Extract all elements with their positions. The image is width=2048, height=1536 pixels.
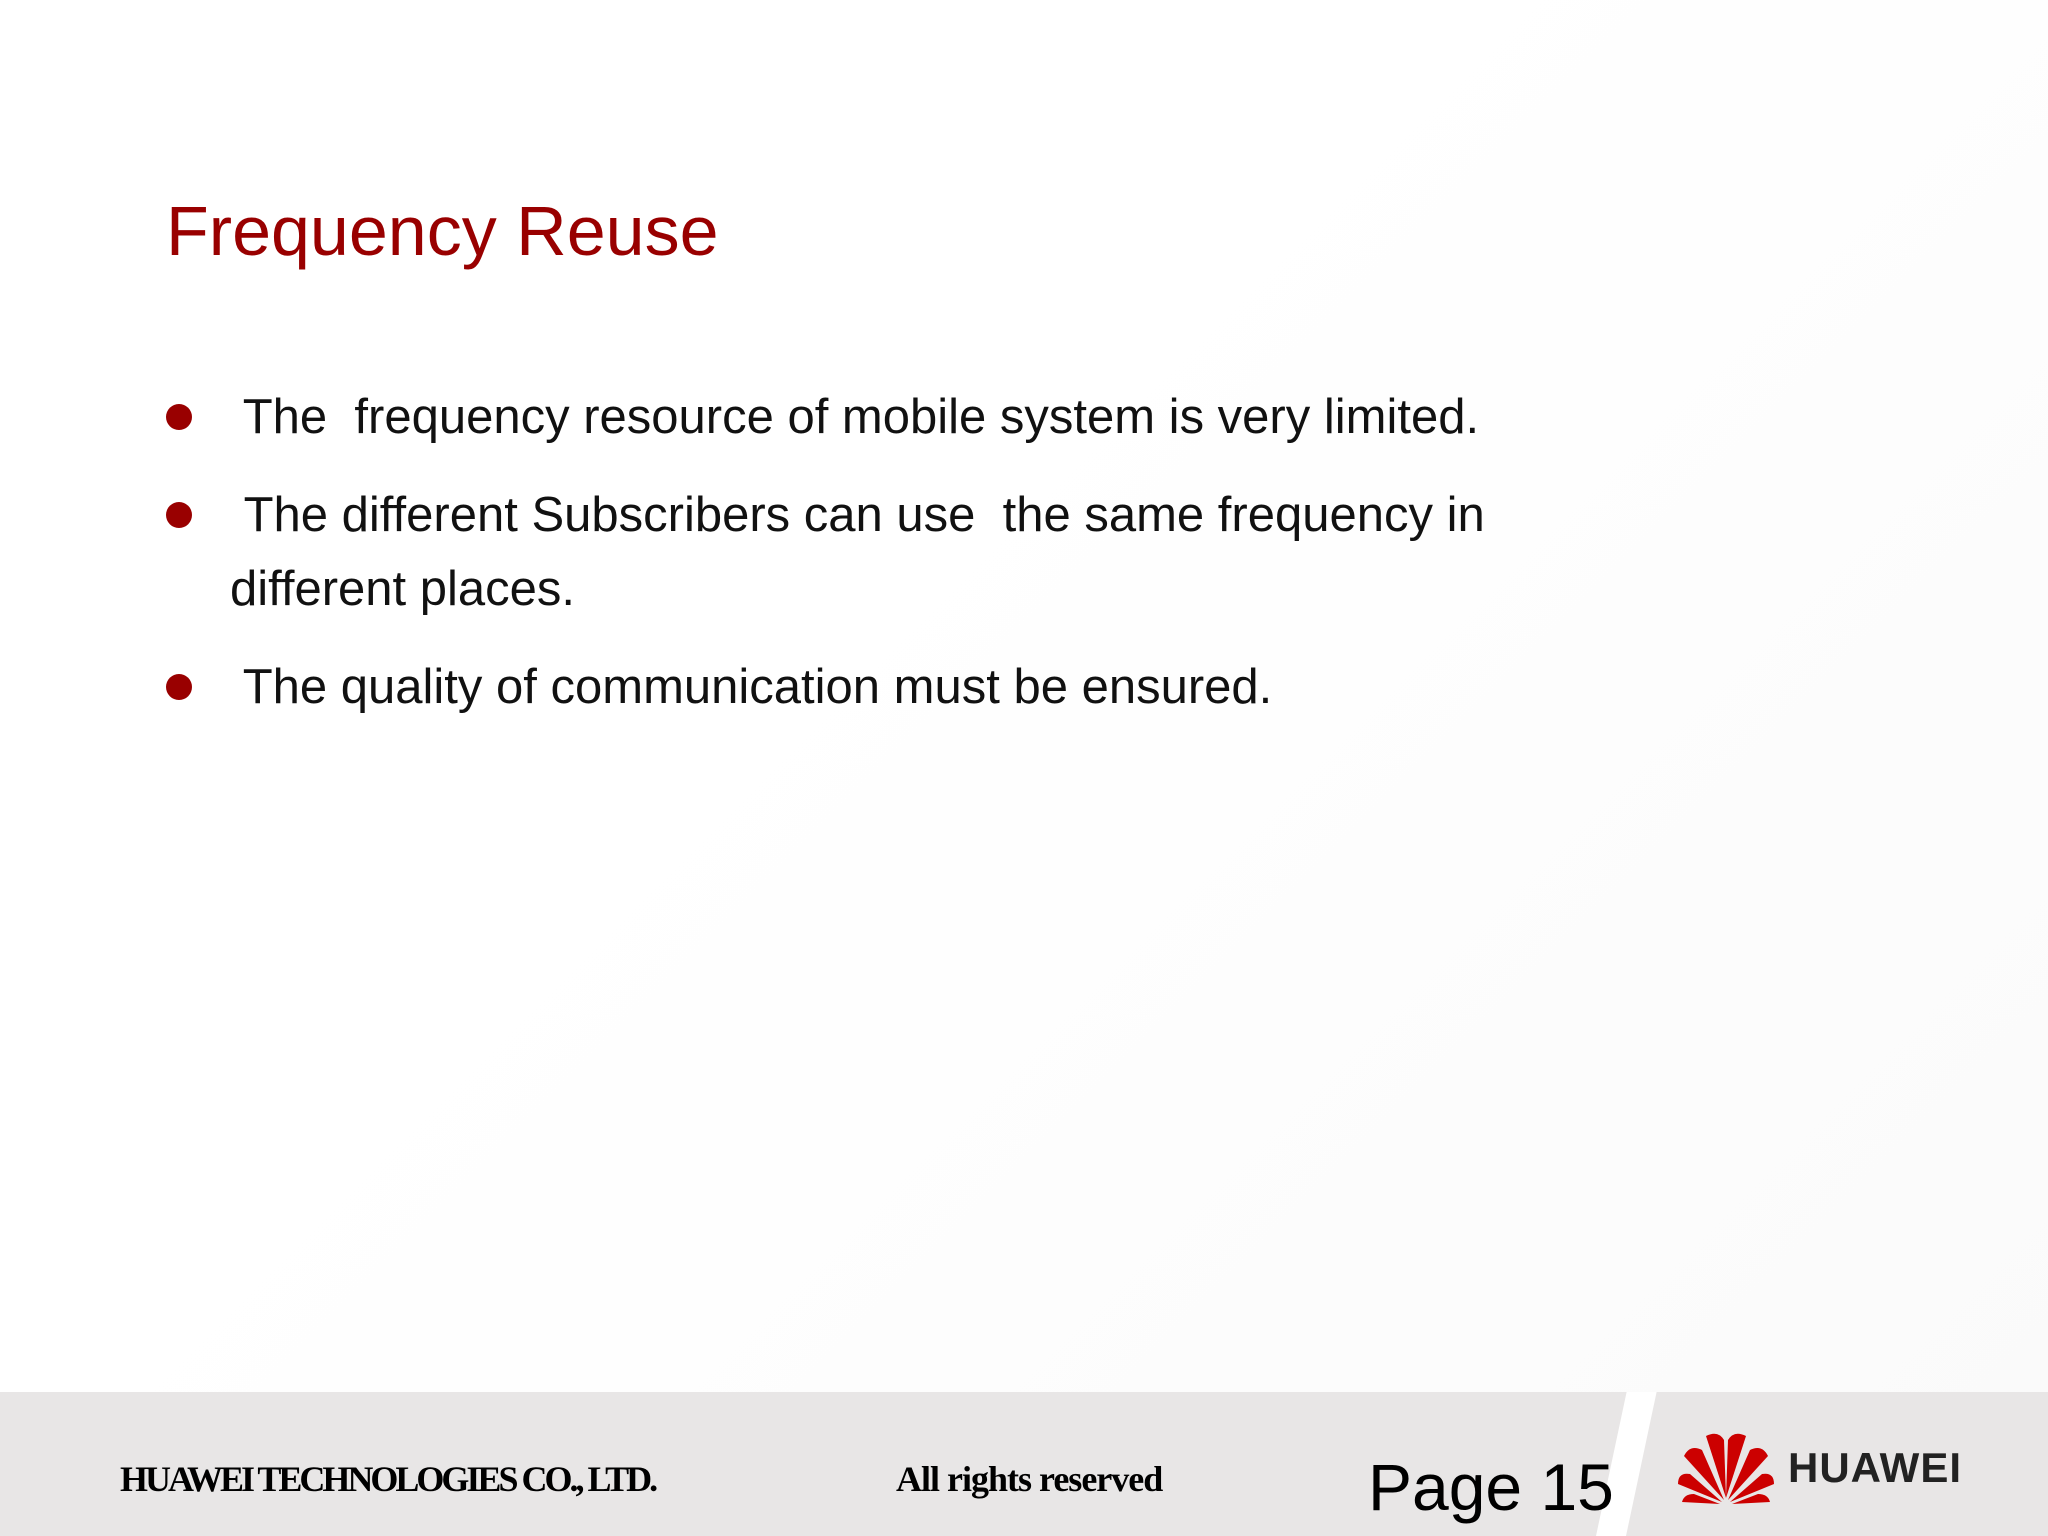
huawei-petal-logo-icon [1676,1428,1776,1506]
footer-company-name: HUAWEI TECHNOLOGIES CO., LTD. [120,1459,656,1499]
bullet-text: The different Subscribers can use the same frequency in different places. [230,488,1499,616]
slide-title: Frequency Reuse [166,192,719,270]
bullet-dot-icon [166,404,192,430]
bullet-dot-icon [166,502,192,528]
bullet-list [166,380,1666,748]
footer-rights: All rights reserved [896,1459,1163,1499]
bullet-text: The quality of communication must be ensured. [230,660,1273,714]
huawei-logo-text: HUAWEI [1788,1444,1962,1491]
bullet-item [166,478,1666,626]
bullet-dot-icon [166,674,192,700]
huawei-logo [1676,1428,1986,1506]
bullet-item [166,650,1666,724]
page-number: Page 15 [1368,1450,1614,1524]
bullet-item [166,380,1666,454]
bullet-text: The frequency resource of mobile system is very limited. [230,390,1480,444]
